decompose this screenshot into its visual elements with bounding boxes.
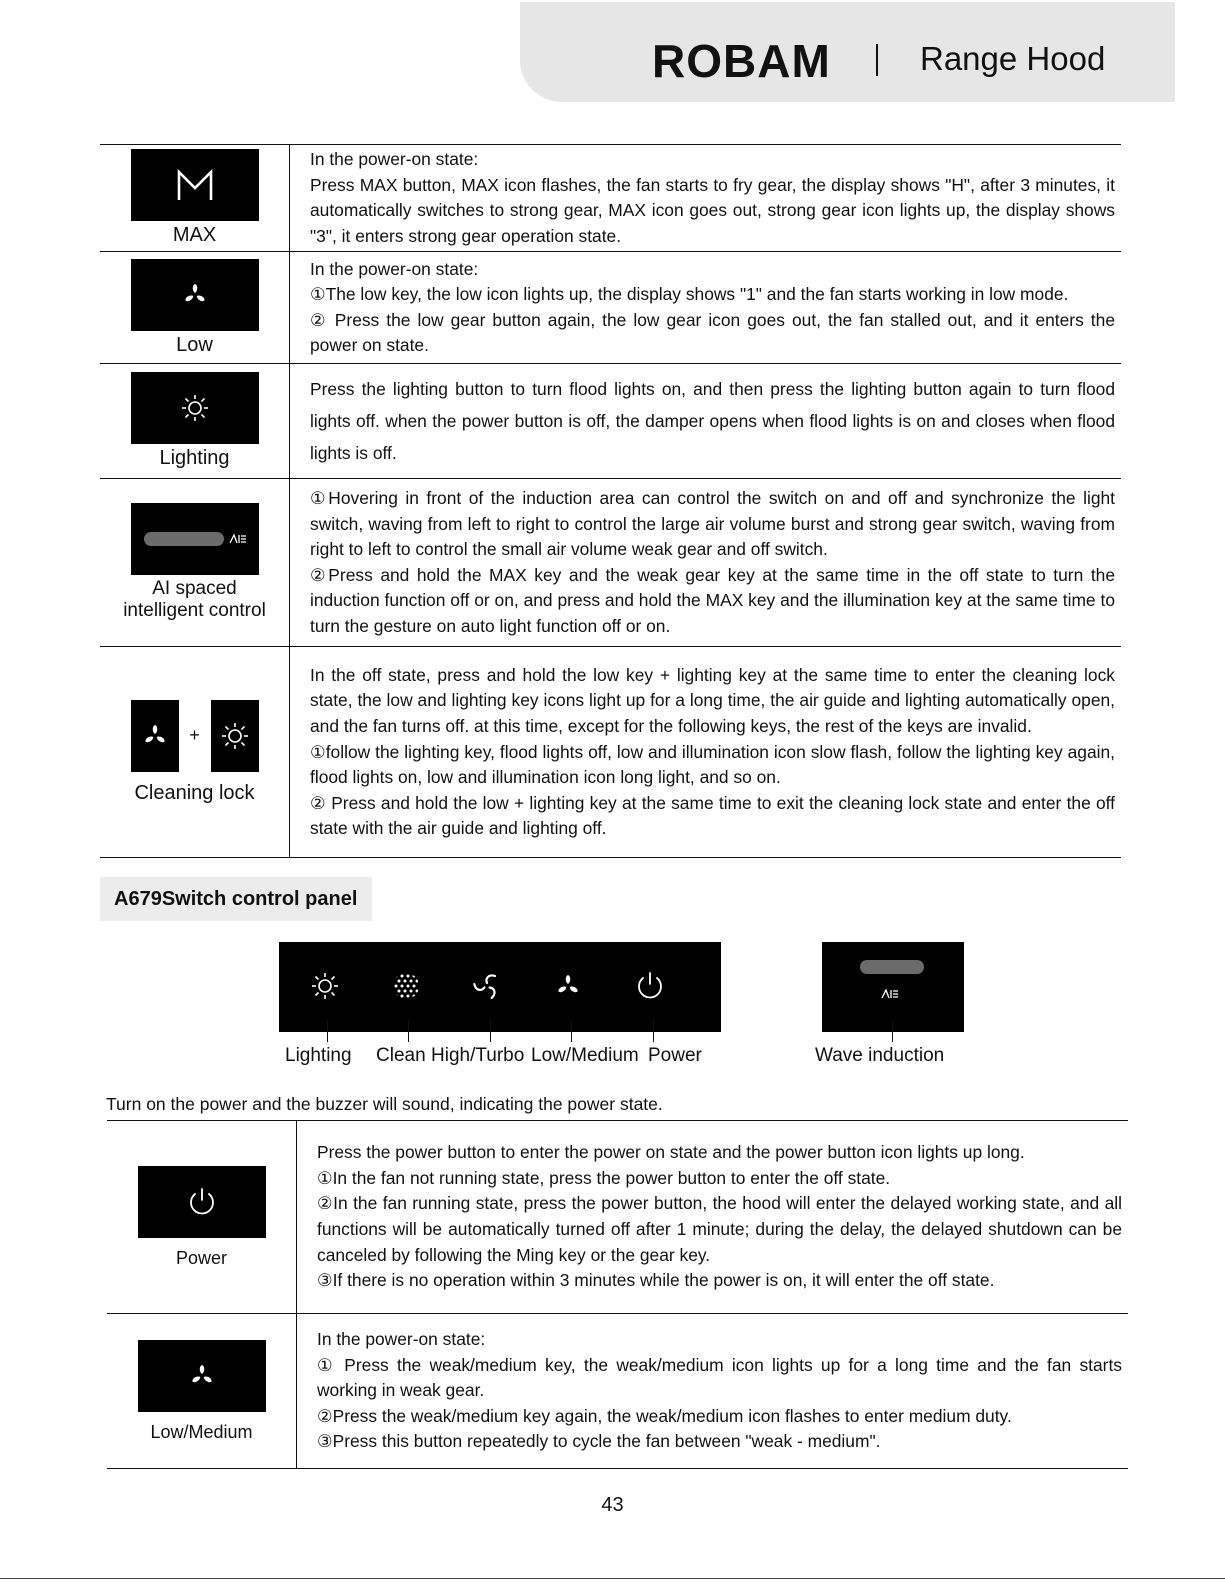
description-cell [297,1314,1129,1469]
paragraph: ② Press and hold the low + lighting key at the same time to exit the cleaning lock state and enter the off state with the air guide and lighting off. [310,792,1115,839]
paragraph: ③If there is no operation within 3 minutes while the power is on, it will enter the off state. [317,1270,995,1291]
callout-line [892,1020,893,1042]
key-icon-cell [100,364,290,479]
description-cell [290,479,1122,647]
table-row [100,145,1121,252]
header-divider [876,44,878,76]
paragraph: In the power-on state: [310,258,479,279]
key-icon-cell [100,252,290,364]
paragraph: ①In the fan not running state, press the power button to enter the off state. [317,1167,891,1188]
table-row [100,479,1121,647]
paragraph: ① Press the weak/medium key, the weak/medium icon lights up for a long time and the fan starts working in weak gear. [317,1354,1122,1401]
brand-logo: ROBAM [652,35,831,87]
key-function-table [100,144,1121,858]
callout-line [408,1020,409,1042]
paragraph: ② Press the low gear button again, the low gear icon goes out, the fan stalled out, and it enters the power on state. [310,309,1115,356]
light-icon [211,700,259,772]
key-icon-cell [107,1314,297,1469]
paragraph: Press the power button to enter the power on state and the power button icon lights up long. [317,1142,1025,1163]
wave-induction-icon [131,503,259,575]
paragraph: ①The low key, the low icon lights up, the display shows "1" and the fan starts working in low mode. [310,284,1069,305]
product-title: Range Hood [920,40,1106,77]
key-label: Low [176,333,213,356]
light-icon [131,372,259,444]
key-label: Low/Medium [150,1421,253,1442]
fan-icon [546,964,590,1008]
key-label: AI spaced intelligent control [123,578,266,622]
panel-function-table [107,1120,1128,1469]
panel-label-wave-induction: Wave induction [815,1045,945,1066]
description-cell [290,364,1122,479]
panel-label-clean: Clean [376,1045,426,1066]
key-label: Cleaning lock [134,781,255,804]
paragraph: In the off state, press and hold the low key + lighting key at the same time to enter the cleaning lock state, the low and lighting key icons light up for a long time, the air guide and lighting automatically open, and the fan turns off. at this time, except for the following keys, the rest of the keys are invalid. [310,664,1115,736]
turbo-swirl-icon [465,964,509,1008]
paragraph: ②Press the weak/medium key again, the weak/medium icon flashes to enter medium duty. [317,1405,1012,1426]
paragraph: ①Hovering in front of the induction area can control the switch on and off and synchronize the light switch, waving from left to right to control the large air volume burst and strong gear switch, waving from right to left to control the small air volume weak gear and off switch. [310,488,1115,560]
panel-label-lighting: Lighting [285,1045,352,1066]
fan-icon [131,700,179,772]
table-row [107,1314,1128,1469]
bottom-rule [0,1578,1225,1579]
paragraph: In the power-on state: [310,149,479,169]
light-icon [303,964,347,1008]
paragraph: ②Press and hold the MAX key and the weak gear key at the same time in the off state to turn the induction function off or on, and press and hold the MAX key and the illumination key at the same time to turn the gesture on auto light function off or on. [310,564,1115,637]
callout-line [490,1020,491,1042]
key-label: MAX [172,224,217,247]
description-cell [290,145,1122,252]
power-icon [138,1166,266,1238]
key-icon-cell [100,479,290,647]
table-row [100,364,1121,479]
paragraph: Press MAX button, MAX icon flashes, the fan starts to fry gear, the display shows "H", after 3 minutes, it automatically switches to strong gear, MAX icon goes out, strong gear icon lights up, the display shows "3", it enters strong gear operation state. [310,174,1115,246]
description-cell [290,252,1122,364]
key-label: Lighting [159,447,230,470]
table-row [100,252,1121,364]
description-cell [290,647,1122,858]
plus-sign: + [189,725,200,746]
paragraph: ②In the fan running state, press the power button, the hood will enter the delayed working state, and all functions will be automatically turned off after 1 minute; during the delay, the delayed shutdown can be canceled by following the Ming key or the gear key. [317,1193,1122,1265]
fan-icon [131,259,259,331]
paragraph: ①follow the lighting key, flood lights off, low and illumination icon slow flash, follow the lighting key again, flood lights on, low and illumination icon long light, and so on. [310,741,1115,788]
wave-induction-icon [822,942,964,1032]
power-note: Turn on the power and the buzzer will sound, indicating the power state. [106,1094,663,1114]
power-icon [628,964,672,1008]
description-cell [297,1121,1129,1314]
callout-line [571,1020,572,1042]
max-key-icon [131,149,259,221]
section-title: A679Switch control panel [100,877,372,921]
panel-label-low-medium: Low/Medium [531,1045,639,1066]
paragraph: ③Press this button repeatedly to cycle the fan between "weak - medium". [317,1431,881,1452]
key-icon-cell [100,647,290,858]
callout-line [327,1020,328,1042]
panel-label-power: Power [648,1045,702,1066]
clean-dots-icon [384,964,428,1008]
paragraph: In the power-on state: [317,1329,486,1350]
table-row [107,1121,1128,1314]
table-row [100,647,1121,858]
control-panel-strip [279,942,721,1032]
key-icon-cell [107,1121,297,1314]
panel-label-high-turbo: High/Turbo [431,1045,525,1066]
key-label: Power [175,1247,228,1268]
key-icon-cell [100,145,290,252]
cleaning-lock-icons [131,700,259,772]
fan-icon [138,1340,266,1412]
paragraph: Press the lighting button to turn flood lights on, and then press the lighting button again to turn flood lights off. when the power button is off, the damper opens when flood lights is on and closes when flood lights is off. [310,379,1115,464]
page-number: 43 [601,1494,624,1516]
callout-line [653,1020,654,1042]
